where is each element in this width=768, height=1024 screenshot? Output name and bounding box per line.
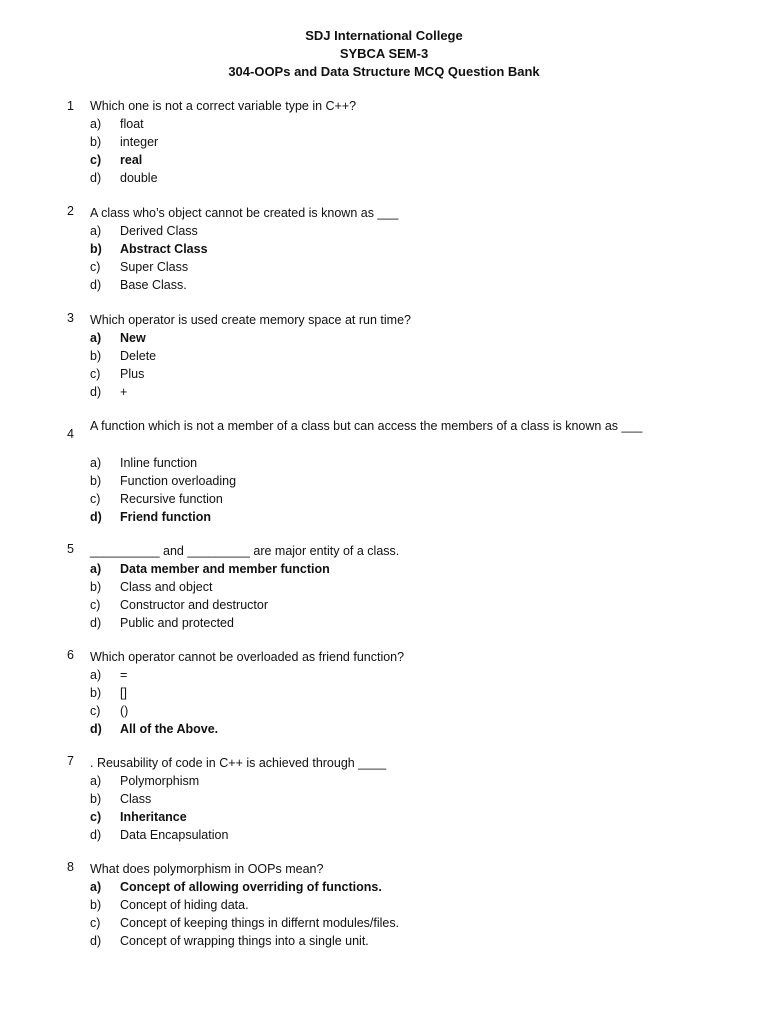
question-text: . Reusability of code in C++ is achieved through ____: [90, 756, 387, 770]
option-b: b) Delete: [90, 349, 157, 363]
option-a: a) Data member and member function: [90, 562, 330, 576]
option-c: c) Plus: [90, 367, 145, 381]
option-c: c) Super Class: [90, 260, 189, 274]
option-c: c) real: [90, 153, 143, 167]
option-c: c) Recursive function: [90, 492, 223, 506]
option-b: b) Class and object: [90, 580, 213, 594]
question-number: 5: [67, 542, 74, 556]
option-c: c) Inheritance: [90, 810, 187, 824]
option-a: a) Inline function: [90, 456, 198, 470]
question-text: __________ and _________ are major entity of a class.: [90, 544, 400, 558]
option-a: a) Derived Class: [90, 224, 198, 238]
option-a: a) =: [90, 668, 128, 682]
question-number: 3: [67, 311, 74, 325]
option-a: a) float: [90, 117, 144, 131]
option-d: d) +: [90, 385, 128, 399]
option-a: a) Concept of allowing overriding of functions.: [90, 880, 382, 894]
subject-title: 304-OOPs and Data Structure MCQ Question Bank: [228, 64, 540, 79]
question-number: 1: [67, 99, 74, 113]
question-text: Which operator cannot be overloaded as friend function?: [90, 650, 405, 664]
college-name: SDJ International College: [305, 28, 463, 43]
option-d: d) double: [90, 171, 158, 185]
question-number: 7: [67, 754, 74, 768]
option-d: d) Base Class.: [90, 278, 187, 292]
option-c: c) Concept of keeping things in differnt modules/files.: [90, 916, 400, 930]
option-b: b) Abstract Class: [90, 242, 208, 256]
option-d: d) Friend function: [90, 510, 211, 524]
option-b: b) []: [90, 686, 127, 700]
question-number: 4: [67, 427, 74, 441]
question-number: 8: [67, 860, 74, 874]
option-d: d) Data Encapsulation: [90, 828, 229, 842]
option-b: b) integer: [90, 135, 159, 149]
option-b: b) Function overloading: [90, 474, 237, 488]
question-number: 2: [67, 204, 74, 218]
question-text: Which one is not a correct variable type in C++?: [90, 99, 357, 113]
class-name: SYBCA SEM-3: [339, 46, 429, 61]
option-d: d) Public and protected: [90, 616, 234, 630]
option-d: d) All of the Above.: [90, 722, 219, 736]
question-text: A function which is not a member of a class but can access the members of a class is known as ___: [90, 419, 643, 433]
option-b: b) Concept of hiding data.: [90, 898, 249, 912]
question-text: What does polymorphism in OOPs mean?: [90, 862, 324, 876]
question-number: 6: [67, 648, 74, 662]
question-text: A class who’s object cannot be created is known as ___: [90, 206, 399, 220]
option-c: c) Constructor and destructor: [90, 598, 268, 612]
document-header: [0, 27, 768, 81]
option-a: a) Polymorphism: [90, 774, 200, 788]
option-d: d) Concept of wrapping things into a single unit.: [90, 934, 369, 948]
option-c: c) (): [90, 704, 129, 718]
option-b: b) Class: [90, 792, 152, 806]
question-text: Which operator is used create memory space at run time?: [90, 313, 411, 327]
option-a: a) New: [90, 331, 146, 345]
